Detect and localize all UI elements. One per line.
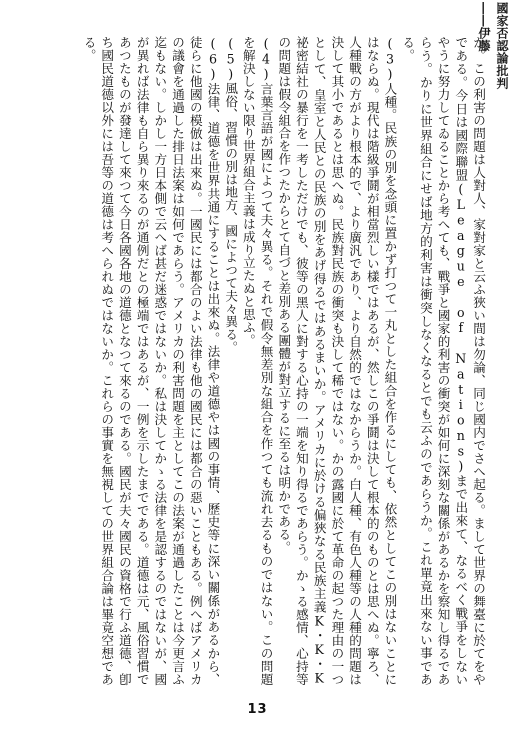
running-header: 國家否認論批判――伊藤 (477, 2, 509, 90)
page-number: 13 (247, 702, 268, 717)
paragraph: (3)人種。民族の別を念頭に置かず打つて一丸とした組合を作るにしても、依然としてこの別はないことにはならぬ。現代は階級爭鬪が相當烈しい樣ではあるが、然しこの爭鬪は決して根本的のものとは思へぬ。寧ろ、人種戰の方がより根本的で、より廣汎であり、より自然的ではなからうか。白人種、有色人種等の人種的問題は決して其小であるとは思へぬ。民族對民族の衝突も決して稀ではない。かの露國に於て革命の起つた理由の一つとして、皇室と人民との民族の別をあげ得るではあるまいか。アメリカに於ける偏狹なる民族主義K・K・K祕密結社の暴行を一考しただけでも、彼等の黑人に對する心持の一端を知り得るであらう。かゝる感情、心持等の問題は假令組合を作つたからとて自づと差別ある團體が對立するに至るは明かである。 (276, 36, 398, 686)
paragraph: (4)言葉言語が國によつて夫々異る。それで假令無差別な組合を作つても流れ去るものではない。この問題を解決しない限り世界組合主義は成り立たぬと思ふ。 (240, 36, 274, 686)
paragraph: (6)法律、道德を世界共通にすることは出來ぬ。法律や道德やは國の事情、歷史等に深い關係があるから、徒らに他國の模倣は出來ぬ。一國民には都合のよい法律も他の國民には都合の惡いこともある。例へばアメリカの議會を通過した排日法案は如何であらう。アメリカの利害問題を主としてこの法案が通過したことは今更言ふ迄もない。しかし一方日本側で云へば甚だ迷惑ではないか。私は決してかゝる法律を是認するのではないが、國が異れば法律も自ら異り來るのが通例だとの極端ではあるが、一例を示したまでである。道德は元、風俗習慣であつたものが發達して來つて今日各國各地の道德となつて來るのである。國民が夫々國民の資格で行ふ道德、卽ち國民道德以外には吾等の道德は考へられぬではないか。これらの事實を無視しての世界組合論は畢竟空想である。 (81, 36, 221, 686)
paragraph: (5)風俗、習慣の別は地方、國によつて夫々異る。 (223, 36, 239, 354)
body-text (25, 36, 487, 686)
paragraph: か。この利害の問題は人對人、家對家と云ふ狹い間は勿論、同じ國内でさへ起る。まして世界の舞臺に於てをやである。今日は國際聯盟(League of Nations)まで出來て、なるべく戰爭をしないやうに努力してゐることから考へても、戰爭と國家的利害の衝突が如何に深刻な關係があるかを察知し得るであらう。かりに世界組合にせば地方的利害は衝突しなくなるとでも云ふのであらうか。これ單竟出來ない事である。 (400, 36, 486, 686)
